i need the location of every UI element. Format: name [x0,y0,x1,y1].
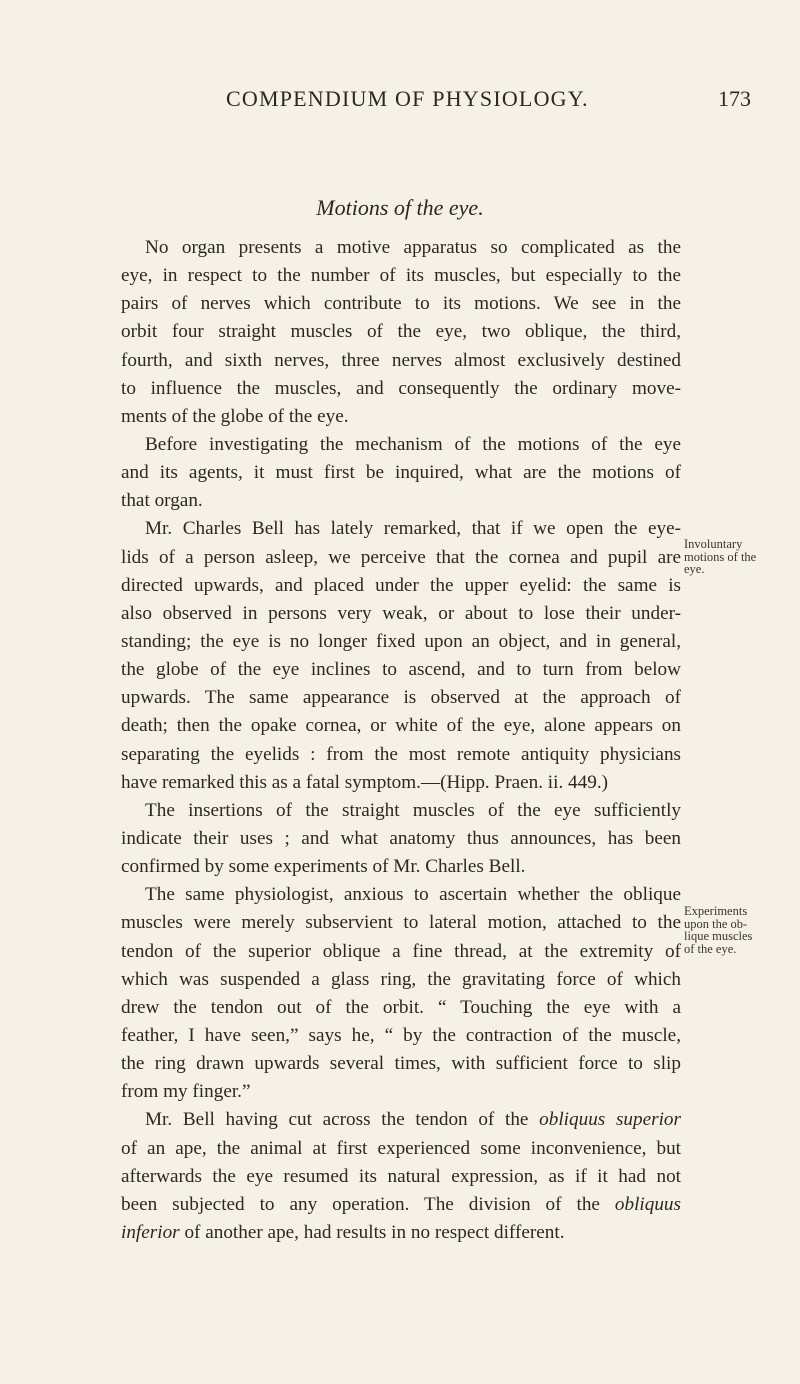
text-line: death; then the opake cornea, or white of the eye, alone appears on [121,715,681,737]
text-line [121,1106,681,1134]
margin-note-line: Involuntary [684,537,743,551]
text-line: confirmed by some experiments of Mr. Charles Bell. [121,856,526,878]
text-line: No organ presents a motive apparatus so complicated as the [145,237,681,258]
text-line: Mr. Charles Bell has lately remarked, that if we open the eye- [145,518,681,540]
margin-note-involuntary [684,538,756,576]
text-line: muscles were merely subservient to lateral motion, attached to the [121,912,681,934]
text-line: and its agents, it must first be inquired, what are the motions of [121,462,681,484]
margin-note-line: of the eye. [684,941,737,956]
text-line: eye, in respect to the number of its muscles, but especially to the [121,265,681,287]
text-line [121,1219,681,1247]
text-line: feather, I have seen,” says he, “ by the contraction of the muscle, [121,1024,681,1046]
text-line: drew the tendon out of the orbit. “ Touching the eye with a [121,996,681,1018]
margin-note-line: eye. [684,562,705,576]
page-number: 173 [718,86,751,111]
text-line: fourth, and sixth nerves, three nerves almost exclusively destined [121,349,681,371]
italic-term: inferior [121,1221,180,1243]
margin-note-line: upon the ob- [684,916,748,931]
text-line: The insertions of the straight muscles of the eye sufficiently [145,799,681,821]
text-line: separating the eyelids : from the most remote antiquity physicians [121,743,681,765]
text-line: pairs of nerves which contribute to its motions. We see in the [121,293,681,315]
margin-note-line: lique muscles [684,929,753,943]
text-line: tendon of the superior oblique a fine thread, at the extremity of [121,940,681,962]
text-fragment: been subjected to any operation. The division of the [121,1193,615,1215]
text-line: to influence the muscles, and consequently the ordinary move- [121,377,681,399]
text-line: the globe of the eye inclines to ascend, and to turn from below [121,659,681,681]
text-line: directed upwards, and placed under the upper eyelid: the same is [121,574,681,596]
text-line: standing; the eye is no longer fixed upon an object, and in general, [121,630,681,652]
text-fragment: Mr. Bell having cut across the tendon of the [145,1109,540,1131]
body-text [121,234,681,1247]
text-line: of an ape, the animal at first experienced some inconvenience, but [121,1137,681,1159]
text-line: upwards. The same appearance is observed at the approach of [121,687,681,709]
text-line: ments of the globe of the eye. [121,405,349,427]
text-line: have remarked this as a fatal symptom.—(Hipp. Praen. ii. 449.) [121,771,609,793]
text-line [121,1191,681,1219]
text-line: that organ. [121,490,203,512]
text-line: indicate their uses ; and what anatomy thus announces, has been [121,827,681,849]
margin-note-line: motions of the [684,549,757,564]
text-line: orbit four straight muscles of the eye, two oblique, the third, [121,321,681,343]
text-line: afterwards the eye resumed its natural expression, as if it had not [121,1165,681,1187]
text-line: also observed in persons very weak, or about to lose their under- [121,602,681,624]
section-title: Motions of the eye. [316,195,484,220]
text-fragment: of another ape, had results in no respect different. [179,1221,565,1243]
text-line: Before investigating the mechanism of the motions of the eye [145,433,681,455]
margin-note-experiments [684,905,752,955]
italic-term: obliquus superior [539,1109,681,1131]
text-line: from my finger.” [121,1081,251,1103]
text-line: the ring drawn upwards several times, with sufficient force to slip [121,1053,681,1075]
italic-term: obliquus [614,1193,681,1215]
text-line: lids of a person asleep, we perceive that the cornea and pupil are [121,546,681,568]
text-line: The same physiologist, anxious to ascertain whether the oblique [145,884,681,906]
running-head: COMPENDIUM OF PHYSIOLOGY. [226,86,589,111]
text-line: which was suspended a glass ring, the gravitating force of which [121,968,681,990]
margin-note-line: Experiments [684,904,748,918]
